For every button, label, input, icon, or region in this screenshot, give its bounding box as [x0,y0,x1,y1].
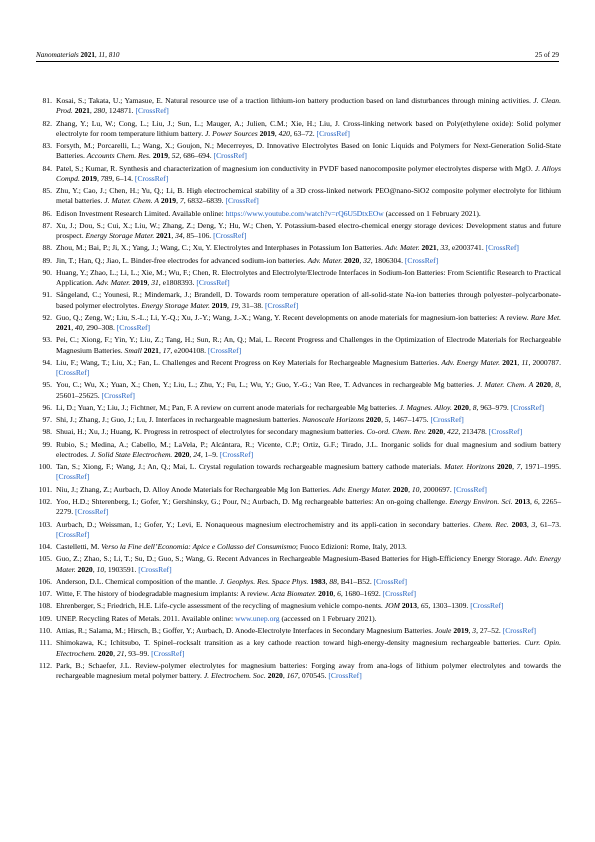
reference-year: 2019 [132,278,148,288]
reference-pages: , 963–979. [476,402,509,412]
reference-pages: , 1971–1995. [520,462,562,472]
reference-book-title: Verso la Fine dell’Economia: Apice e Collasso del Consumismo [101,542,296,552]
reference-pages: , e2003741. [448,243,484,253]
reference-pages: , e1808393. [158,278,195,288]
crossref-link[interactable]: [CrossRef] [213,151,247,161]
reference-journal: Energy Environ. Sci. [449,497,513,507]
reference-year: 2020 [496,462,513,472]
crossref-link[interactable]: [CrossRef] [485,243,519,253]
reference-authors-title: Castelletti, M. [56,542,102,552]
reference-item: 88. Zhou, M.; Bai, P.; Ji, X.; Yang, J.; Wang, C.; Xu, Y. Electrolytes and Interphases in Potassium Ion Batteries. Adv. Mater. 2021, 33, e2003741. [CrossRef] [36,243,561,253]
reference-pages: , 93–99. [124,648,150,658]
page-header [36,50,559,60]
reference-pages: , 290–308. [82,323,115,333]
crossref-link[interactable]: [CrossRef] [316,128,350,138]
reference-url-link[interactable]: https://www.youtube.com/watch?v=rQ6U5DtxEOw [225,208,384,218]
reference-item: 96. Li, D.; Yuan, Y.; Liu, J.; Fichtner, M.; Pan, F. A review on current anode materials for rechargeable Mg batteries. J. Magnes. Alloy. 2020, 8, 963–979. [CrossRef] [36,403,561,413]
reference-number: 105. [38,554,52,564]
crossref-link[interactable]: [CrossRef] [151,648,185,658]
reference-authors-title: Jin, T.; Han, Q.; Jiao, L. Binder-free electrodes for advanced sodium-ion batteries. [56,255,308,265]
reference-authors-title: Huang, Y.; Zhao, L.; Li, L.; Xie, M.; Wu, F.; Chen, R. Electrolytes and Electrolyte/Electrode Interfaces in Sodium-Ion Batteries: From Scientific Research to Practical Application. [56,267,561,288]
reference-year: 2020 [428,427,444,437]
reference-year: 2019 [160,196,177,206]
reference-number: 81. [42,96,52,105]
reference-authors-title: Aurbach, D.; Weissman, I.; Gofer, Y.; Levi, E. Nonaqueous magnesium electrochemistry and its appli-cation in secondary batteries. [56,519,474,529]
reference-volume: 11 [521,357,529,367]
reference-item: 99. Rubio, S.; Medina, A.; Cabello, M.; LaVela, P.; Alcántara, R.; Vicente, C.P.; Ortiz, G.F.; Tirado, J.L. Inorganic solids for dual magnesium and sodium battery electrodes. J. Solid State Electrochem. 2020, 24, 1–9. [CrossRef] [36,440,561,460]
reference-authors-title: Shuai, H.; Xu, J.; Huang, K. Progress in retrospect of electrolytes for secondary magnesium batteries. [56,427,367,437]
reference-pages: , 2265–2279. [56,497,561,517]
reference-volume: 19 [230,300,239,310]
reference-number: 99. [42,439,52,449]
reference-pages: , 25601–25625. [56,380,561,400]
reference-year: 2020 [77,564,93,574]
reference-journal: Adv. Energy Mater. [441,357,501,367]
reference-year: 2021 [74,106,90,116]
reference-volume: 17 [162,345,171,355]
reference-volume: 31 [151,278,159,288]
crossref-link[interactable]: [CrossRef] [510,402,545,412]
reference-number: 90. [42,267,52,277]
reference-volume: 422 [447,427,459,437]
reference-journal: J. Mater. Chem. A [104,196,159,206]
crossref-link[interactable]: [CrossRef] [101,390,135,400]
reference-journal: J. Solid State Electrochem. [90,449,173,459]
reference-pages: , 1806304. [370,255,403,265]
reference-pages: , 1903591. [104,564,137,574]
reference-item: 90. Huang, Y.; Zhao, L.; Li, L.; Xie, M.; Wu, F.; Chen, R. Electrolytes and Electrolyte/Electrode Interfaces in Sodium-Ion Batteries: From Scientific Research to Practical Application. Adv. Mater. 2019, 31, e1808393. [CrossRef] [36,268,561,288]
reference-authors-title: Zhu, Y.; Cao, J.; Chen, H.; Yu, Q.; Li, B. High electrochemical stability of a 3D cross-linked network PEO@nano-SiO2 composite polymer electrolyte for lithium metal batteries. [56,186,561,206]
reference-authors-title: Li, D.; Yuan, Y.; Liu, J.; Fichtner, M.; Pan, F. A review on current anode materials for rechargeable Mg batteries. [56,402,400,412]
reference-journal: J. Clean. Prod. [56,96,561,116]
reference-number: 101. [38,484,52,494]
reference-journal: Joule [434,626,452,636]
reference-volume: 8 [472,402,477,412]
reference-year: 2020 [365,415,382,425]
reference-number: 97. [42,415,52,425]
reference-item: 95. You, C.; Wu, X.; Yuan, X.; Chen, Y.; Liu, L.; Zhu, Y.; Fu, L.; Wu, Y.; Guo, Y.-G.; Van Ree, T. Advances in rechargeable Mg batteries. J. Mater. Chem. A 2020, 8, 25601–25625. [CrossRef] [36,380,561,400]
reference-number: 89. [42,255,52,265]
reference-year: 2010 [318,589,334,599]
reference-year: 2021 [56,323,72,333]
reference-journal: J. Mater. Chem. A [476,380,534,390]
reference-volume: 40 [74,323,83,333]
reference-journal: Adv. Energy Mater. [332,484,391,494]
reference-journal: Co-ord. Chem. Rev. [366,427,427,437]
reference-journal: J. Electrochem. Soc. [203,671,266,681]
reference-number: 98. [42,427,52,437]
crossref-link[interactable]: [CrossRef] [219,449,254,459]
reference-authors-title: Shimokawa, K.; Ichitsubo, T. Spinel–rocksalt transition as a key cathode reaction toward high-energy-density magnesium rechargeable batteries. [56,638,525,648]
reference-number: 104. [38,542,52,552]
reference-year: 2013 [514,497,531,507]
reference-pages: , 1467–1475. [388,415,429,425]
reference-authors-title: You, C.; Wu, X.; Yuan, X.; Chen, Y.; Liu, L.; Zhu, Y.; Fu, L.; Wu, Y.; Guo, Y.-G.; Van Ree, T. Advances in rechargeable Mg batteries. [56,380,477,390]
journal-year: 2021 [80,51,95,59]
reference-item: 110. Attias, R.; Salama, M.; Hirsch, B.; Goffer, Y.; Aurbach, D. Anode-Electrolyte Interfaces in Secondary Magnesium Batteries. Joule 2019, 3, 27–52. [CrossRef] [36,626,561,636]
reference-item: 102. Yoo, H.D.; Shterenberg, I.; Gofer, Y.; Gershinsky, G.; Pour, N.; Aurbach, D. Mg rechargeable batteries: An on-going challenge. Energy Environ. Sci. 2013, 6, 2265–2279. [CrossRef] [36,497,561,517]
reference-authors-title: Liu, F.; Wang, T.; Liu, X.; Fan, L. Challenges and Recent Progress on Key Materials for Rechargeable Magnesium Batteries. [56,357,442,367]
reference-number: 92. [42,312,52,322]
reference-volume: 34 [175,231,183,240]
reference-pages: , B41–B52. [336,576,372,586]
reference-pages: , 61–73. [535,519,561,529]
reference-pages: , 63–72. [289,128,315,138]
reference-authors-title: Edison Investment Research Limited. Available online: [56,208,226,218]
reference-item: 112. Park, B.; Schaefer, J.L. Review-polymer electrolytes for magnesium batteries: Forging away from ana-logs of lithium polymer electrolytes and towards the rechargeable magnesium metal polymer battery. J. Electrochem. Soc. 2020, 167, 070545. [CrossRef] [36,661,561,681]
reference-year: 2021 [143,345,159,355]
reference-journal: Adv. Energy Mater. [56,554,562,574]
reference-authors-title: Sångeland, C.; Younesi, R.; Mindemark, J.; Brandell, D. Towards room temperature operation of all-solid-state Na-ion batteries through polyester–polycarbonate-based polymer electrolytes. [56,290,561,310]
reference-volume: 88 [329,576,337,586]
reference-item: 91. Sångeland, C.; Younesi, R.; Mindemark, J.; Brandell, D. Towards room temperature operation of all-solid-state Na-ion batteries through polyester–polycarbonate-based polymer electrolytes. Energy Storage Mater. 2019, 19, 31–38. [CrossRef] [36,290,561,310]
reference-item: 101. Niu, J.; Zhang, Z.; Aurbach, D. Alloy Anode Materials for Rechargeable Mg Ion Batteries. Adv. Energy Mater. 2020, 10, 2000697. [CrossRef] [36,485,561,495]
reference-item: 85. Zhu, Y.; Cao, J.; Chen, H.; Yu, Q.; Li, B. High electrochemical stability of a 3D cross-linked network PEO@nano-SiO2 composite polymer electrolyte for lithium metal batteries. J. Mater. Chem. A 2019, 7, 6832–6839. [CrossRef] [36,186,561,206]
reference-volume: 10 [96,564,105,574]
reference-year: 2021 [421,243,437,253]
reference-volume: 3 [531,519,536,529]
reference-volume: 7 [516,462,521,472]
reference-pages: (accessed on 1 February 2021). [383,208,481,218]
reference-authors-title: Shi, J.; Zhang, J.; Guo, J.; Lu, J. Interfaces in rechargeable magnesium batteries. [56,415,303,425]
reference-number: 96. [42,402,52,412]
crossref-link[interactable]: [CrossRef] [56,368,90,378]
reference-item: 100. Tan, S.; Xiong, F.; Wang, J.; An, Q.; Mai, L. Crystal regulation towards rechargeable magnesium battery cathode materials. Mater. Horizons 2020, 7, 1971–1995. [CrossRef] [36,462,561,482]
reference-journal: Curr. Opin. Electrochem. [56,638,561,658]
reference-journal: Mater. Horizons [444,462,495,472]
reference-item: 84. Patel, S.; Kumar, R. Synthesis and characterization of magnesium ion conductivity in PVDF based nanocomposite polymer electrolytes disperse with MgO. J. Alloys Compd. 2019, 789, 6–14. [CrossRef] [36,164,561,184]
page-number: 25 of 29 [535,51,559,59]
reference-item [36,614,561,624]
reference-year: 2019 [259,128,275,138]
header-divider [36,61,559,62]
reference-authors-title: Guo, Z.; Zhao, S.; Li, T.; Su, D.; Guo, S.; Wang, G. Recent Advances in Rechargeable Magnesium-Based Batteries for High-Efficiency Energy Storage. [56,554,525,564]
reference-pages: ; Fuoco Edizioni: Rome, Italy, 2013. [295,542,407,552]
reference-number: 106. [38,576,52,586]
reference-year: 2020 [535,380,551,390]
reference-list [36,96,561,683]
reference-authors-title: Forsyth, M.; Porcarelli, L.; Wang, X.; Goujon, N.; Mecerreyes, D. Innovative Electrolytes Based on Ionic Liquids and Polymers for Next-Generation Solid-State Batteries. [56,141,561,161]
reference-item [36,542,561,552]
reference-authors-title: Yoo, H.D.; Shterenberg, I.; Gofer, Y.; Gershinsky, G.; Pour, N.; Aurbach, D. Mg rechargeable batteries: An on-going challenge. [56,497,450,507]
reference-pages: , 2000787. [528,357,561,367]
reference-year: 2020 [97,648,114,658]
journal-name: Nanomaterials [36,51,79,59]
reference-volume: 280 [93,106,106,116]
reference-journal: J. Power Sources [205,128,258,138]
reference-number: 84. [42,163,52,173]
crossref-link[interactable]: [CrossRef] [488,427,523,437]
reference-year: 2019 [81,173,97,183]
reference-volume: 5 [384,415,389,425]
reference-volume: 789 [100,173,113,183]
crossref-link[interactable]: [CrossRef] [382,589,416,599]
reference-number: 83. [42,141,52,150]
reference-year: 2020 [392,484,409,494]
reference-journal: Energy Storage Mater. [85,231,155,240]
reference-journal: Energy Storage Mater. [141,300,210,310]
reference-pages: , 85–106. [182,231,212,240]
reference-year: 2003 [511,519,527,529]
crossref-link[interactable]: [CrossRef] [502,626,537,636]
reference-number: 82. [42,118,52,128]
reference-number: 88. [42,243,52,253]
reference-authors-title: Patel, S.; Kumar, R. Synthesis and characterization of magnesium ion conductivity in PVDF based nanocomposite polymer electrolytes disperse with MgO. [56,163,535,173]
reference-journal: Adv. Mater. [384,243,420,253]
reference-year: 2020 [344,255,360,265]
reference-item: 82. Zhang, Y.; Lu, W.; Cong, L.; Liu, J.; Sun, L.; Mauger, A.; Julien, C.M.; Xie, H.; Liu, J. Cross-linking network based on Poly(ethylene oxide): Solid polymer electrolyte for room temperature lithium battery. J. Power Sources 2019, 420, 63–72. [CrossRef] [36,119,561,139]
reference-item: 97. Shi, J.; Zhang, J.; Guo, J.; Lu, J. Interfaces in rechargeable magnesium batteries. Nanoscale Horizons 2020, 5, 1467–1475. [CrossRef] [36,415,561,425]
crossref-link[interactable]: [CrossRef] [225,196,259,206]
reference-pages: , 31–38. [238,300,264,310]
crossref-link[interactable]: [CrossRef] [138,564,172,574]
reference-item: 98. Shuai, H.; Xu, J.; Huang, K. Progress in retrospect of electrolytes for secondary magnesium batteries. Co-ord. Chem. Rev. 2020, 422, 213478. [CrossRef] [36,427,561,437]
reference-item [36,209,561,219]
crossref-link[interactable]: [CrossRef] [135,106,169,116]
reference-number: 91. [42,290,52,300]
reference-pages: , 6–14. [112,173,134,183]
reference-number: 110. [38,626,52,636]
reference-authors-title: Xu, J.; Dou, S.; Cui, X.; Liu, W.; Zhang, Z.; Deng, Y.; Hu, W.; Chen, Y. Potassium-based electro-chemical energy storage devices: Development status and future prospect. [56,220,561,240]
reference-volume: 32 [363,255,371,265]
reference-number: 103. [38,519,52,529]
reference-authors-title: Rubio, S.; Medina, A.; Cabello, M.; LaVela, P.; Alcántara, R.; Vicente, C.P.; Ortiz, G.F.; Tirado, J.L. Inorganic solids for dual magnesium and sodium battery electrodes. [56,439,561,459]
reference-pages: (accessed on 1 February 2021). [279,613,377,623]
reference-authors-title: Zhou, M.; Bai, P.; Ji, X.; Yang, J.; Wang, C.; Xu, Y. Electrolytes and Interphases in Potassium Ion Batteries. [56,243,385,253]
reference-number: 94. [42,357,52,367]
reference-authors-title: UNEP. Recycling Rates of Metals. 2011. Available online: [56,613,236,623]
reference-item: 94. Liu, F.; Wang, T.; Liu, X.; Fan, L. Challenges and Recent Progress on Key Materials for Rechargeable Magnesium Batteries. Adv. Energy Mater. 2021, 11, 2000787. [CrossRef] [36,358,561,378]
reference-journal: J. Magnes. Alloy. [399,402,452,412]
reference-volume: 167 [286,671,299,681]
reference-item: 106. Anderson, D.L. Chemical composition of the mantle. J. Geophys. Res. Space Phys. 1983, 88, B41–B52. [CrossRef] [36,577,561,587]
reference-item: 93. Pei, C.; Xiong, F.; Yin, Y.; Liu, Z.; Tang, H.; Sun, R.; An, Q.; Mai, L. Recent Progress and Challenges in the Optimization of Electrode Materials for Rechargeable Magnesium Batteries. Small 2021, 17, e2004108. [CrossRef] [36,335,561,355]
reference-journal: Nanoscale Horizons [302,415,364,425]
reference-pages: , 213478. [458,427,487,437]
reference-authors-title: Ehrenberger, S.; Friedrich, H.E. Life-cycle assessment of the recycling of magnesium vehicle compo-nents. [56,601,385,611]
crossref-link[interactable]: [CrossRef] [56,472,90,482]
crossref-link[interactable]: [CrossRef] [213,231,247,240]
reference-item: 89. Jin, T.; Han, Q.; Jiao, L. Binder-free electrodes for advanced sodium-ion batteries. Adv. Mater. 2020, 32, 1806304. [CrossRef] [36,256,561,266]
reference-authors-title: Zhang, Y.; Lu, W.; Cong, L.; Liu, J.; Sun, L.; Mauger, A.; Julien, C.M.; Xie, H.; Liu, J. Cross-linking network based on Poly(ethylene oxide): Solid polymer electrolyte for room temperature lithium battery. [56,118,561,138]
reference-journal: Accounts Chem. Res. [86,151,151,161]
reference-pages: , 1–9. [200,449,218,459]
reference-item: 81. Kosai, S.; Takata, U.; Yamasue, E. Natural resource use of a traction lithium-ion battery production based on land disturbances through mining activities. J. Clean. Prod. 2021, 280, 124871. [CrossRef] [36,96,561,116]
reference-year: 2019 [453,626,469,636]
reference-number: 100. [38,462,52,472]
reference-year: 1983 [310,576,326,586]
reference-volume: 65 [420,601,429,611]
reference-pages: , 27–52. [476,626,501,636]
reference-pages: , 1303–1309. [428,601,469,611]
reference-volume: 420 [278,128,290,138]
crossref-link[interactable]: [CrossRef] [470,601,504,611]
reference-year: 2021 [502,357,518,367]
crossref-link[interactable]: [CrossRef] [56,529,90,539]
reference-authors-title: Niu, J.; Zhang, Z.; Aurbach, D. Alloy Anode Materials for Rechargeable Mg Ion Batteries. [56,484,333,494]
crossref-link[interactable]: [CrossRef] [134,173,169,183]
reference-pages: , 1680–1692. [340,589,381,599]
reference-journal: Chem. Rec. [473,519,509,529]
reference-journal: Adv. Mater. [95,278,131,288]
reference-journal: J. Alloys Compd. [56,163,561,183]
reference-number: 107. [38,589,52,599]
reference-year: 2020 [453,402,469,412]
crossref-link[interactable]: [CrossRef] [404,255,439,265]
journal-volume-article: , 11, 810 [94,51,120,59]
reference-authors-title: Attias, R.; Salama, M.; Hirsch, B.; Goffer, Y.; Aurbach, D. Anode-Electrolyte Interfaces in Secondary Magnesium Batteries. [56,626,435,636]
reference-journal: J. Geophys. Res. Space Phys. [219,576,309,586]
reference-year: 2019 [211,300,227,310]
reference-authors-title: Witte, F. The history of biodegradable magnesium implants: A review. [56,589,272,599]
crossref-link[interactable]: [CrossRef] [453,484,487,494]
reference-volume: 7 [179,196,184,206]
reference-journal: Acta Biomater. [271,589,317,599]
reference-volume: 3 [472,626,477,636]
reference-volume: 10 [411,484,420,494]
reference-item: 105. Guo, Z.; Zhao, S.; Li, T.; Su, D.; Guo, S.; Wang, G. Recent Advances in Rechargeable Magnesium-Based Batteries for High-Efficiency Energy Storage. Adv. Energy Mater. 2020, 10, 1903591. [CrossRef] [36,554,561,574]
reference-volume: 33 [440,243,449,253]
crossref-link[interactable]: [CrossRef] [328,671,362,681]
reference-number: 109. [38,613,52,623]
reference-number: 85. [42,186,52,195]
reference-pages: , 124871. [105,106,134,116]
reference-year: 2019 [152,151,168,161]
reference-volume: 52 [171,151,180,161]
reference-number: 95. [42,380,52,390]
crossref-link[interactable]: [CrossRef] [264,300,299,310]
reference-journal: JOM [384,601,400,611]
reference-year: 2020 [267,671,283,681]
crossref-link[interactable]: [CrossRef] [207,345,242,355]
reference-item: 103. Aurbach, D.; Weissman, I.; Gofer, Y.; Levi, E. Nonaqueous magnesium electrochemistry and its appli-cation in secondary batteries. Chem. Rec. 2003, 3, 61–73. [CrossRef] [36,520,561,540]
reference-number: 108. [38,601,52,611]
reference-item: 111. Shimokawa, K.; Ichitsubo, T. Spinel–rocksalt transition as a key cathode reaction toward high-energy-density magnesium rechargeable batteries. Curr. Opin. Electrochem. 2020, 21, 93–99. [CrossRef] [36,638,561,658]
reference-volume: 6 [534,497,538,507]
reference-pages: , 686–694. [179,151,212,161]
reference-year: 2013 [401,601,418,611]
reference-number: 87. [42,220,52,230]
reference-item: 87. Xu, J.; Dou, S.; Cui, X.; Liu, W.; Zhang, Z.; Deng, Y.; Hu, W.; Chen, Y. Potassium-based electro-chemical energy storage devices: Development status and future prospect. Energy Storage Mater. 2021, 34, 85–106. [CrossRef] [36,221,561,241]
reference-volume: 21 [116,648,125,658]
reference-pages: , 6832–6839. [183,196,224,206]
reference-item: 108. Ehrenberger, S.; Friedrich, H.E. Life-cycle assessment of the recycling of magnesium vehicle compo-nents. JOM 2013, 65, 1303–1309. [CrossRef] [36,601,561,611]
reference-item: 92. Guo, Q.; Zeng, W.; Liu, S.-L.; Li, Y.-Q.; Xu, J.-Y.; Wang, J.-X.; Wang, Y. Recent developments on anode materials for magnesium-ion batteries: A review. Rare Met. 2021, 40, 290–308. [CrossRef] [36,313,561,333]
reference-authors-title: Tan, S.; Xiong, F.; Wang, J.; An, Q.; Mai, L. Crystal regulation towards rechargeable magnesium battery cathode materials. [56,462,445,472]
reference-number: 93. [42,335,52,345]
reference-authors-title: Kosai, S.; Takata, U.; Yamasue, E. Natural resource use of a traction lithium-ion battery production based on land disturbances through mining activities. [56,96,534,105]
reference-authors-title: Guo, Q.; Zeng, W.; Liu, S.-L.; Li, Y.-Q.; Xu, J.-Y.; Wang, J.-X.; Wang, Y. Recent developments on anode materials for magnesium-ion batteries: A review. [56,312,531,322]
reference-number: 112. [38,660,52,670]
reference-pages: , 2000697. [419,484,452,494]
reference-pages: , e2004108. [170,345,206,355]
crossref-link[interactable]: [CrossRef] [116,323,151,333]
reference-authors-title: Pei, C.; Xiong, F.; Yin, Y.; Liu, Z.; Tang, H.; Sun, R.; An, Q.; Mai, L. Recent Progress and Challenges in the Optimization of Electrode Materials for Rechargeable Magnesium Batteries. [56,335,561,355]
crossref-link[interactable]: [CrossRef] [75,507,109,517]
reference-number: 102. [38,497,52,507]
reference-year: 2021 [156,231,172,240]
reference-number: 111. [39,638,52,648]
reference-authors-title: Park, B.; Schaefer, J.L. Review-polymer electrolytes for magnesium batteries: Forging away from ana-logs of lithium polymer electrolytes and towards the rechargeable magnesium metal polymer battery. [56,660,561,681]
reference-item: 83. Forsyth, M.; Porcarelli, L.; Wang, X.; Goujon, N.; Mecerreyes, D. Innovative Electrolytes Based on Ionic Liquids and Polymers for Next-Generation Solid-State Batteries. Accounts Chem. Res. 2019, 52, 686–694. [CrossRef] [36,141,561,161]
running-header-journal [36,50,120,60]
reference-journal: Rare Met. [530,312,561,322]
reference-year: 2020 [174,449,190,459]
reference-volume: 24 [193,449,201,459]
crossref-link[interactable]: [CrossRef] [373,576,407,586]
crossref-link[interactable]: [CrossRef] [196,278,230,288]
reference-authors-title: Anderson, D.L. Chemical composition of the mantle. [56,576,220,586]
reference-journal: Small [124,345,142,355]
reference-url-link[interactable]: www.unep.org [235,613,280,623]
reference-number: 86. [42,208,52,218]
reference-journal: Adv. Mater. [307,255,343,265]
crossref-link[interactable]: [CrossRef] [430,415,464,425]
reference-volume: 6 [337,589,341,599]
reference-volume: 8 [555,380,560,390]
reference-item: 107. Witte, F. The history of biodegradable magnesium implants: A review. Acta Biomater. 2010, 6, 1680–1692. [CrossRef] [36,589,561,599]
reference-pages: , 070545. [298,671,327,681]
